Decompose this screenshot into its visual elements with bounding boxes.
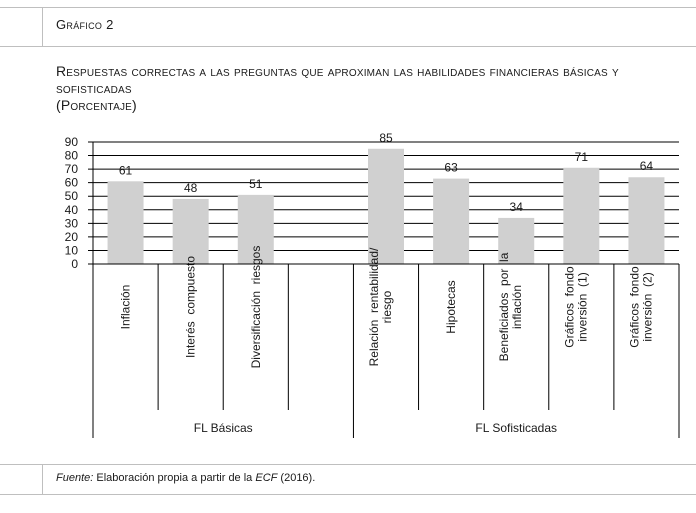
- x-tick-label: Diversificación riesgos: [248, 245, 263, 369]
- x-tick-label: Inflación: [118, 284, 133, 330]
- y-tick-label: 20: [64, 229, 78, 244]
- bar: [433, 179, 469, 264]
- footer-rule: [0, 464, 696, 465]
- y-tick-label: 10: [64, 243, 78, 258]
- y-tick-label: 50: [64, 189, 78, 204]
- figure-unit: (Porcentaje): [56, 97, 137, 113]
- bar: [108, 181, 144, 264]
- y-tick-label: 40: [64, 202, 78, 217]
- bar: [628, 177, 664, 264]
- data-label: 34: [509, 199, 523, 214]
- figure-label: Gráfico 2: [56, 17, 114, 32]
- source-note: [56, 472, 315, 484]
- group-label: FL Sofisticadas: [475, 421, 558, 435]
- figure-title: Respuestas correctas a las preguntas que aproximan las habilidades financieras básicas y sofisticadas: [56, 63, 619, 96]
- bar: [368, 149, 404, 264]
- data-label: 85: [379, 130, 393, 145]
- source-text-after: (2016).: [277, 472, 316, 484]
- data-label: 64: [639, 159, 654, 174]
- x-tick-label: Gráficos fondoinversión (1): [562, 266, 590, 348]
- y-tick-label: 30: [64, 216, 78, 231]
- x-tick-label: Gráficos fondoinversión (2): [627, 266, 655, 348]
- bottom-rule: [0, 494, 696, 495]
- x-tick-label: Interés compuesto: [183, 255, 198, 359]
- x-tick-label: Beneficiados por lainflación: [497, 252, 525, 362]
- source-prefix: Fuente:: [56, 472, 94, 484]
- bar: [563, 168, 599, 264]
- y-tick-label: 80: [64, 148, 78, 163]
- y-tick-label: 90: [64, 135, 78, 149]
- group-label: FL Básicas: [193, 421, 253, 435]
- source-dataset: ECF: [255, 472, 278, 484]
- x-tick-label: Hipotecas: [444, 280, 459, 334]
- data-label: 71: [574, 149, 589, 164]
- data-label: 63: [444, 160, 458, 175]
- data-label: 51: [249, 176, 263, 191]
- data-label: 48: [183, 180, 198, 195]
- footer-divider: [42, 464, 43, 494]
- x-tick-label: Relación rentabilidad/riesgo: [367, 247, 394, 367]
- bar: [173, 199, 209, 264]
- y-tick-label: 70: [64, 162, 78, 177]
- y-tick-label: 60: [64, 175, 78, 190]
- data-label: 61: [118, 163, 133, 178]
- source-text-before: Elaboración propia a partir de la: [93, 472, 256, 484]
- y-tick-label: 0: [71, 257, 78, 271]
